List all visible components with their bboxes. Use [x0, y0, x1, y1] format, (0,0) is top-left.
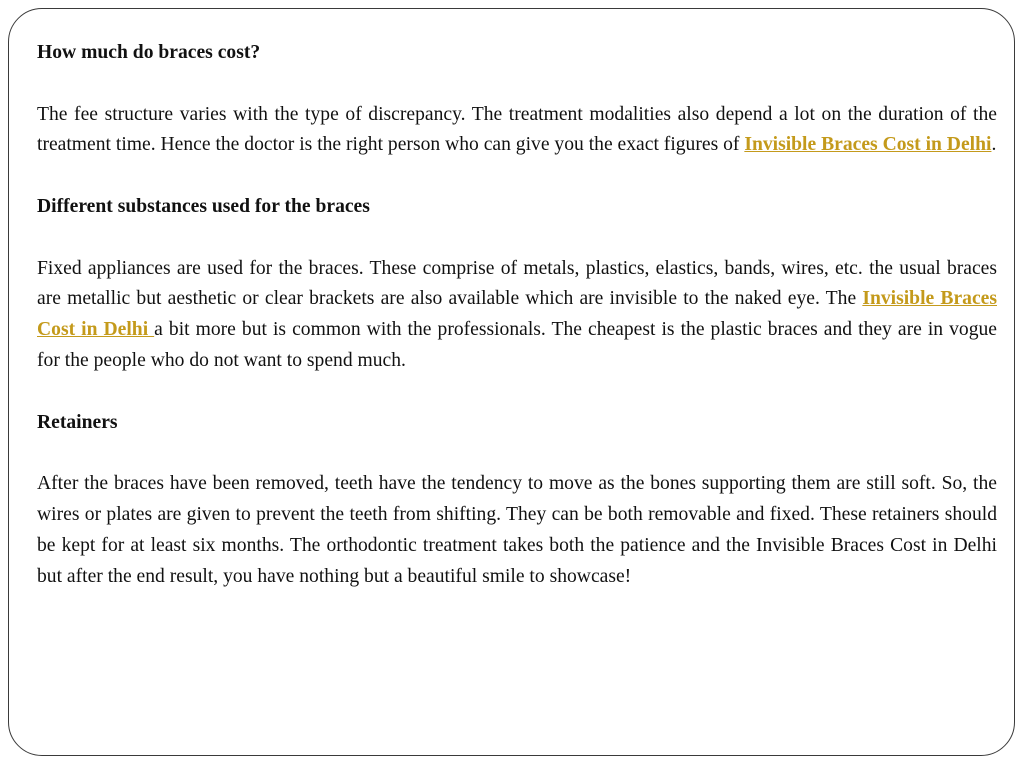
paragraph-spacer: [37, 69, 997, 100]
heading-retainers: Retainers: [37, 411, 118, 433]
paragraph-substances: [37, 254, 997, 377]
paragraph-text: Fixed appliances are used for the braces. These comprise of metals, plastics, elastics, bands, wires, etc. the usual braces are metallic but aesthetic or clear brackets are also available which are invisible to the naked eye. The: [37, 257, 997, 310]
paragraph-text: .: [991, 134, 997, 156]
heading-braces-cost: How much do braces cost?: [37, 42, 261, 63]
heading-substances: Different substances used for the braces: [37, 195, 370, 217]
paragraph-braces-cost: [37, 100, 997, 162]
paragraph-spacer: [37, 223, 997, 254]
invisible-braces-cost-link[interactable]: Invisible Braces Cost in Delhi: [37, 288, 997, 341]
paragraph-spacer: [37, 377, 997, 408]
paragraph-spacer: [37, 161, 997, 192]
paragraph-text: The fee structure varies with the type of discrepancy. The treatment modalities also depend a lot on the duration of the treatment time. Hence the doctor is the right person who can give you the exact figures of: [37, 103, 997, 156]
invisible-braces-cost-link[interactable]: Invisible Braces Cost in Delhi: [744, 134, 992, 156]
paragraph-retainers: After the braces have been removed, teeth have the tendency to move as the bones supporting them are still soft. So, the wires or plates are given to prevent the teeth from shifting. They can be both removable and fixed. These retainers should be kept for at least six months. The orthodontic treatment takes both the patience and the Invisible Braces Cost in Delhi but after the end result, you have nothing but a beautiful smile to showcase!: [37, 473, 997, 587]
paragraph-spacer: [37, 438, 997, 469]
paragraph-text: a bit more but is common with the professionals. The cheapest is the plastic braces and they are in vogue for the people who do not want to spend much.: [37, 319, 997, 371]
document-body: [37, 38, 997, 592]
